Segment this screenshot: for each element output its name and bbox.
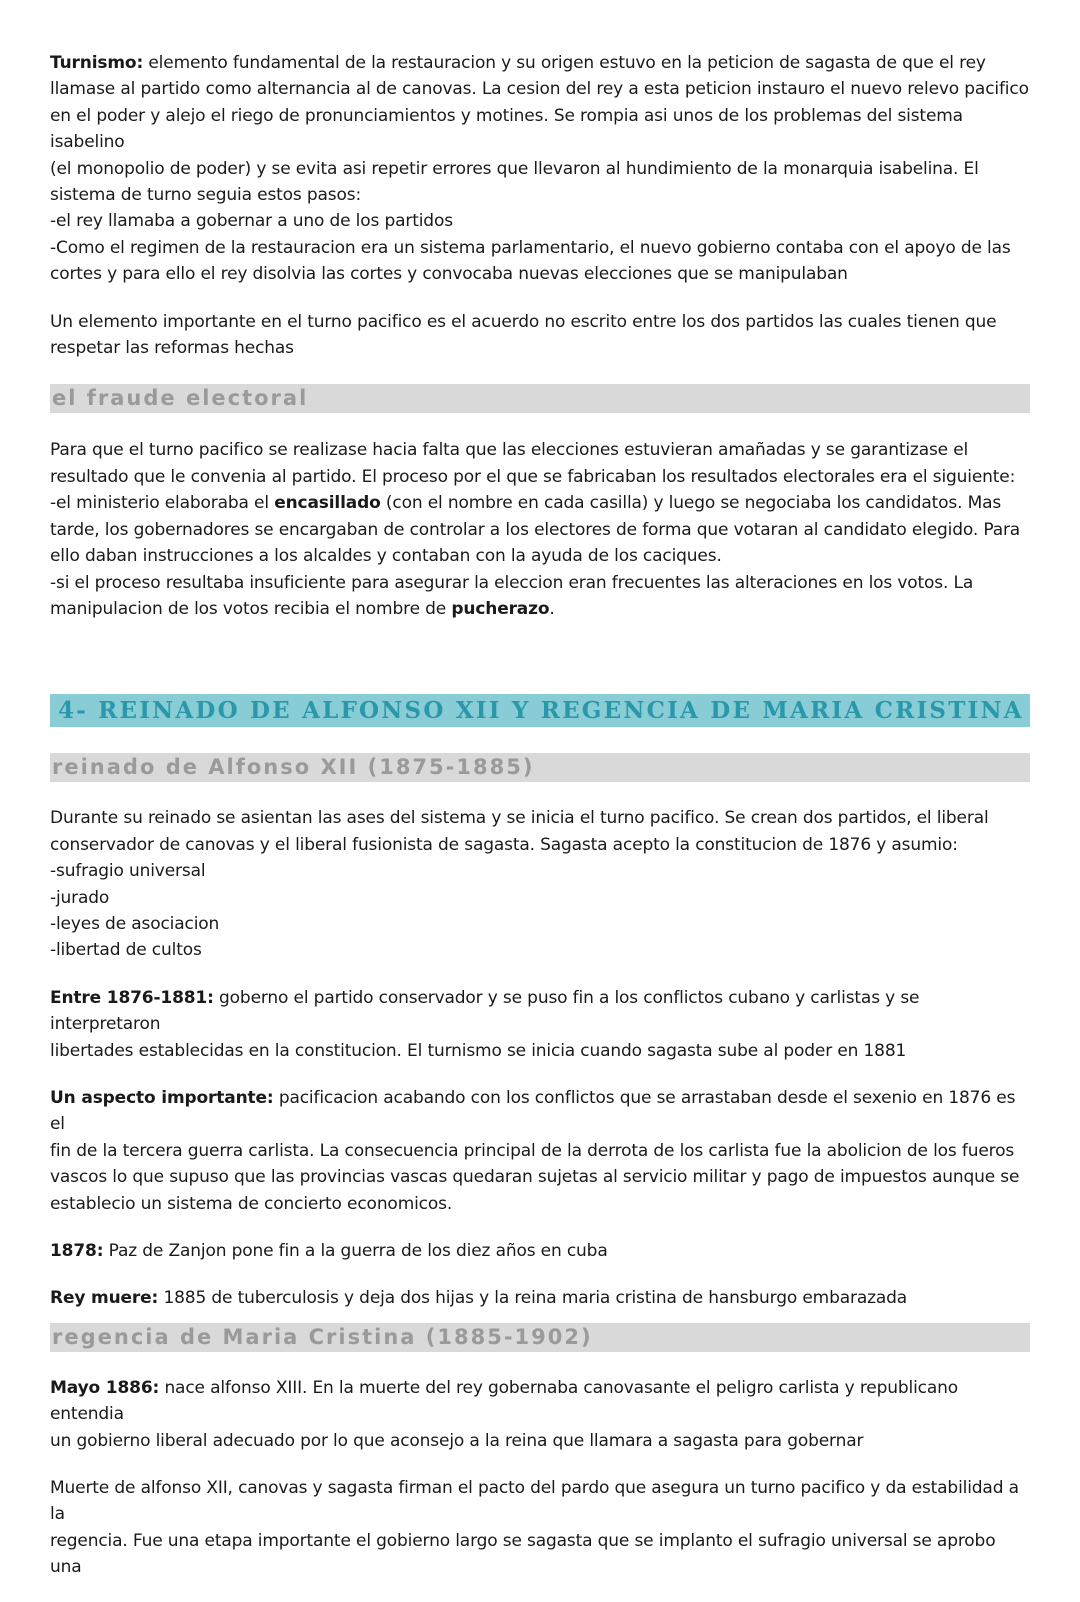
muerte-paragraph	[50, 1475, 1030, 1581]
paragraph-line: regencia. Fue una etapa importante el gobierno largo se sagasta que se implanto el sufragio universal se aprobo una	[50, 1530, 996, 1578]
paragraph-line: cortes y para ello el rey disolvia las cortes y convocaba nuevas elecciones que se manipulaban	[50, 264, 848, 285]
muere-paragraph	[50, 1285, 1030, 1311]
paragraph-line: llamase al partido como alternancia al de canovas. La cesion del rey a esta peticion instauro el nuevo relevo pacifico	[50, 79, 1029, 100]
section-heading-alfonso	[50, 753, 1030, 782]
turnismo-intro: elemento fundamental de la restauracion y su origen estuvo en la peticion de sagasta de que el rey	[148, 53, 986, 73]
turnismo-paragraph	[50, 50, 1030, 288]
paragraph-line: tarde, los gobernadores se encargaban de controlar a los electores de forma que votaran al candidato elegido. Para	[50, 519, 1021, 540]
paragraph-line: resultado que le convenia al partido. El proceso por el que se fabricaban los resultados electorales era el siguiente:	[50, 466, 1016, 487]
text-run: manipulacion de los votos recibia el nombre de	[50, 598, 452, 619]
term-encasillado: encasillado	[274, 493, 381, 514]
paragraph-line: -el rey llamaba a gobernar a uno de los partidos	[50, 211, 453, 232]
mayo-paragraph	[50, 1375, 1030, 1454]
paragraph-line: un gobierno liberal adecuado por lo que aconsejo a la reina que llamara a sagasta para gobernar	[50, 1430, 864, 1451]
paragraph-line	[50, 490, 1030, 516]
section-heading-text: el fraude electoral	[52, 386, 309, 411]
zanjon-label: 1878:	[50, 1241, 104, 1261]
list-item: -libertad de cultos	[50, 940, 202, 961]
text-run: -el ministerio elaboraba el	[50, 493, 275, 514]
paragraph-line	[50, 596, 1030, 622]
alfonso-intro-paragraph	[50, 805, 1030, 963]
section-heading-regencia	[50, 1323, 1030, 1352]
paragraph-line	[50, 1285, 1030, 1311]
text-run: 1885 de tuberculosis y deja dos hijas y la reina maria cristina de hansburgo embarazada	[163, 1288, 908, 1309]
list-item: -sufragio universal	[50, 861, 206, 882]
text-run: (con el nombre en cada casilla) y luego se negociaba los candidatos. Mas	[380, 493, 1002, 514]
paragraph-line: (el monopolio de poder) y se evita asi repetir errores que llevaron al hundimiento de la monarquia isabelina. El	[50, 158, 979, 179]
paragraph-line: respetar las reformas hechas	[50, 338, 294, 359]
paragraph-line: sistema de turno seguia estos pasos:	[50, 185, 362, 206]
paragraph-line: establecio un sistema de concierto economicos.	[50, 1193, 453, 1214]
paragraph-line: libertades establecidas en la constitucion. El turnismo se inicia cuando sagasta sube al poder en 1881	[50, 1040, 907, 1061]
paragraph-line: en el poder y alejo el riego de pronunciamientos y motines. Se rompia asi unos de los problemas del sistema isabelino	[50, 105, 963, 153]
paragraph-line: fin de la tercera guerra carlista. La consecuencia principal de la derrota de los carlista fue la abolicion de los fueros	[50, 1140, 1015, 1161]
turnismo-label: Turnismo:	[50, 53, 144, 73]
paragraph-line	[50, 1238, 1030, 1264]
paragraph-line: vascos lo que supuso que las provincias vascas quedaran sujetas al servicio militar y pago de impuestos aunque se	[50, 1167, 1020, 1188]
chapter-heading-text: 4- REINADO DE ALFONSO XII Y REGENCIA DE MARIA CRISTINA	[58, 697, 1024, 725]
entre-paragraph	[50, 985, 1030, 1064]
text-run: Paz de Zanjon pone fin a la guerra de los diez años en cuba	[108, 1241, 608, 1261]
paragraph-line: Durante su reinado se asientan las ases del sistema y se inicia el turno pacifico. Se crean dos partidos, el liberal	[50, 808, 989, 829]
term-pucherazo: pucherazo	[451, 598, 550, 619]
paragraph-line: -si el proceso resultaba insuficiente para asegurar la eleccion eran frecuentes las alteraciones en los votos. La	[50, 572, 974, 593]
text-run: pacificacion acabando con los conflictos que se arrastaban desde el sexenio en 1876 es el	[50, 1087, 1016, 1135]
paragraph-line: Un elemento importante en el turno pacifico es el acuerdo no escrito entre los dos partidos las cuales tienen que	[50, 311, 997, 332]
paragraph-line: -Como el regimen de la restauracion era un sistema parlamentario, el nuevo gobierno contaba con el apoyo de las	[50, 237, 1011, 258]
paragraph-line: conservador de canovas y el liberal fusionista de sagasta. Sagasta acepto la constitucion de 1876 y asumio:	[50, 834, 958, 855]
section-heading-text: regencia de Maria Cristina (1885-1902)	[52, 1324, 593, 1349]
aspecto-paragraph	[50, 1085, 1030, 1217]
acuerdo-paragraph	[50, 309, 1030, 362]
text-run: goberno el partido conservador y se puso fin a los conflictos cubano y carlistas y se interpretaron	[50, 987, 920, 1035]
aspecto-label: Un aspecto importante:	[50, 1087, 274, 1108]
text-run: nace alfonso XIII. En la muerte del rey gobernaba canovasante el peligro carlista y republicano entendia	[50, 1377, 958, 1425]
chapter-heading	[50, 694, 1030, 727]
paragraph-line: ello daban instrucciones a los alcaldes y contaban con la ayuda de los caciques.	[50, 546, 722, 567]
section-heading-text: reinado de Alfonso XII (1875-1885)	[52, 755, 535, 780]
paragraph-line: Muerte de alfonso XII, canovas y sagasta firman el pacto del pardo que asegura un turno pacifico y da estabilidad a la	[50, 1478, 1019, 1525]
section-heading-fraude-electoral	[50, 384, 1030, 413]
text-run: .	[549, 598, 555, 619]
paragraph-line	[50, 1375, 1030, 1428]
list-item: -jurado	[50, 887, 110, 908]
paragraph-line: Para que el turno pacifico se realizase hacia falta que las elecciones estuvieran amañadas y se garantizase el	[50, 440, 969, 461]
entre-label: Entre 1876-1881:	[50, 987, 214, 1008]
list-item: -leyes de asociacion	[50, 913, 220, 934]
muere-label: Rey muere:	[50, 1288, 159, 1309]
mayo-label: Mayo 1886:	[50, 1377, 160, 1398]
fraude-paragraph	[50, 437, 1030, 622]
turnismo-first-line	[50, 50, 1030, 76]
zanjon-paragraph	[50, 1238, 1030, 1264]
paragraph-line	[50, 985, 1030, 1038]
paragraph-line	[50, 1085, 1030, 1138]
document-page	[50, 50, 1030, 1602]
